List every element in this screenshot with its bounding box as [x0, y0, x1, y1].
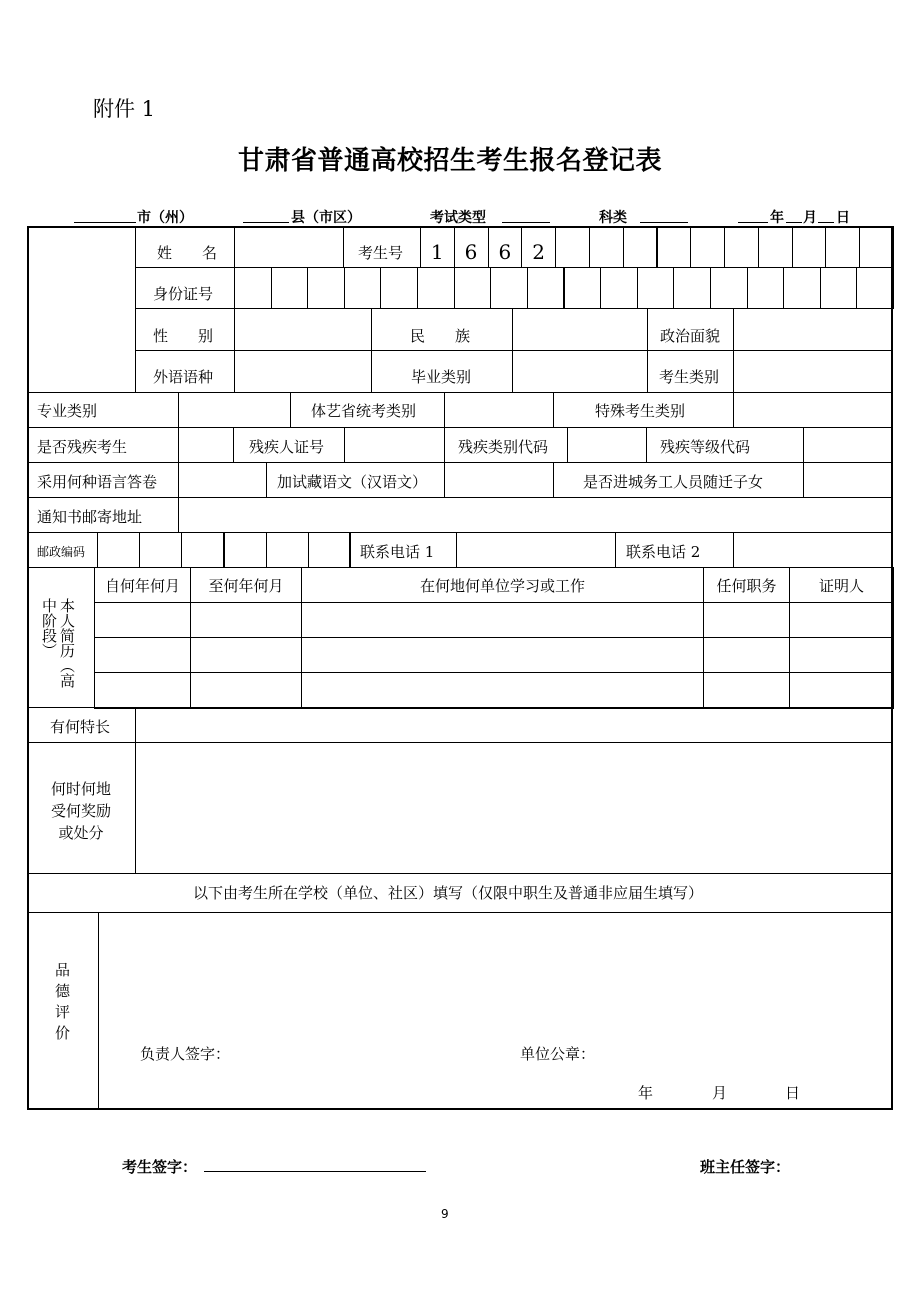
ethnic-label: 民 族 — [410, 327, 471, 345]
eval-year-label: 年 — [638, 1084, 654, 1102]
leader-sign-label: 负责人签字： — [140, 1045, 231, 1063]
subject-label: 科类 — [599, 210, 627, 226]
political-label: 政治面貌 — [660, 327, 721, 345]
answer-lang-field[interactable] — [178, 462, 267, 498]
id-no-box[interactable] — [747, 267, 785, 309]
id-no-box[interactable] — [490, 267, 528, 309]
exam-no-digit: 6 — [464, 240, 478, 264]
disabled-code-field[interactable] — [567, 427, 647, 463]
disabled-field[interactable] — [178, 427, 234, 463]
id-no-box[interactable] — [234, 267, 272, 309]
disabled-level-field[interactable] — [803, 427, 893, 463]
political-field[interactable] — [733, 308, 893, 351]
art-type-field[interactable] — [444, 392, 554, 428]
resume-cell[interactable] — [94, 602, 191, 638]
exam-no-box[interactable] — [859, 226, 894, 268]
page-title: 甘肃省普通高校招生考生报名登记表 — [238, 146, 663, 176]
disabled-level-label: 残疾等级代码 — [660, 438, 751, 456]
attachment-label: 附件 1 — [93, 97, 156, 121]
exam-no-label: 考生号 — [358, 244, 404, 262]
migrant-field[interactable] — [803, 462, 893, 498]
special-type-label: 特殊考生类别 — [595, 402, 686, 420]
answer-lang-label: 采用何种语言答卷 — [37, 473, 158, 491]
name-field[interactable] — [234, 226, 344, 268]
postcode-box[interactable] — [224, 532, 267, 568]
eval-day-label: 日 — [785, 1084, 801, 1102]
resume-column-header: 任何职务 — [716, 577, 777, 595]
moral-field[interactable] — [98, 912, 893, 1110]
exam-no-box[interactable] — [825, 226, 860, 268]
talent-field[interactable] — [135, 707, 893, 743]
awards-label: 何时何地受何奖励或处分 — [50, 780, 111, 842]
language-field[interactable] — [234, 350, 372, 393]
gender-label: 性 别 — [153, 327, 214, 345]
exam-no-digit: 6 — [498, 240, 512, 264]
postcode-box[interactable] — [181, 532, 224, 568]
exam-no-box[interactable] — [589, 226, 624, 268]
id-no-box[interactable] — [527, 267, 565, 309]
grad-type-label: 毕业类别 — [411, 368, 472, 386]
resume-column-header: 证明人 — [818, 577, 864, 595]
awards-field[interactable] — [135, 742, 893, 874]
gender-field[interactable] — [234, 308, 372, 351]
postcode-box[interactable] — [139, 532, 182, 568]
grad-type-field[interactable] — [512, 350, 648, 393]
id-no-box[interactable] — [344, 267, 382, 309]
resume-cell[interactable] — [301, 637, 704, 673]
id-no-box[interactable] — [307, 267, 345, 309]
id-no-box[interactable] — [271, 267, 309, 309]
art-type-label: 体艺省统考类别 — [311, 402, 417, 420]
school-fill-note: 以下由考生所在学校（单位、社区）填写（仅限中职生及普通非应届生填写） — [193, 884, 704, 902]
resume-column-header: 自何年何月 — [104, 577, 180, 595]
migrant-label: 是否进城务工人员随迁子女 — [583, 473, 764, 491]
exam-no-box[interactable] — [724, 226, 759, 268]
phone1-field[interactable] — [456, 532, 616, 568]
phone2-field[interactable] — [733, 532, 893, 568]
eval-month-label: 月 — [712, 1084, 728, 1102]
id-no-box[interactable] — [380, 267, 418, 309]
disabled-code-label: 残疾类别代码 — [458, 438, 549, 456]
month-label: 月 — [803, 210, 817, 226]
postcode-box[interactable] — [97, 532, 140, 568]
exam-no-box[interactable] — [657, 226, 692, 268]
moral-label: 品德评价 — [55, 961, 71, 1042]
year-label: 年 — [770, 210, 784, 226]
student-sign-label: 考生签字： — [122, 1158, 198, 1176]
id-no-box[interactable] — [710, 267, 748, 309]
student-sign-line[interactable] — [204, 1171, 426, 1172]
exam-no-box[interactable] — [690, 226, 725, 268]
resume-cell[interactable] — [789, 637, 894, 673]
id-no-label: 身份证号 — [153, 285, 214, 303]
resume-cell[interactable] — [301, 672, 704, 709]
id-no-box[interactable] — [783, 267, 821, 309]
exam-type-label: 考试类型 — [430, 210, 486, 226]
resume-cell[interactable] — [789, 602, 894, 638]
teacher-sign-label: 班主任签字： — [700, 1158, 791, 1176]
ethnic-field[interactable] — [512, 308, 648, 351]
exam-no-box[interactable] — [555, 226, 590, 268]
special-type-field[interactable] — [733, 392, 893, 428]
exam-no-digit: 1 — [430, 240, 444, 264]
name-label: 姓 名 — [157, 244, 218, 262]
city-label: 市（州） — [137, 210, 193, 226]
id-no-box[interactable] — [600, 267, 638, 309]
unit-seal-label: 单位公章： — [520, 1045, 596, 1063]
exam-no-box[interactable] — [758, 226, 793, 268]
disabled-cert-field[interactable] — [344, 427, 445, 463]
county-label: 县（市区） — [291, 210, 361, 226]
resume-column-header: 至何年何月 — [208, 577, 284, 595]
id-no-box[interactable] — [673, 267, 711, 309]
language-label: 外语语种 — [153, 368, 214, 386]
talent-label: 有何特长 — [50, 718, 111, 736]
resume-label: 本人简历（高中阶段） — [40, 598, 76, 688]
mail-addr-field[interactable] — [178, 497, 893, 533]
major-type-field[interactable] — [178, 392, 291, 428]
id-no-box[interactable] — [637, 267, 675, 309]
resume-cell[interactable] — [301, 602, 704, 638]
resume-cell[interactable] — [190, 672, 302, 709]
disabled-label: 是否残疾考生 — [37, 438, 128, 456]
mail-addr-label: 通知书邮寄地址 — [37, 508, 143, 526]
phone1-label: 联系电话 1 — [360, 543, 435, 561]
major-type-label: 专业类别 — [37, 402, 98, 420]
student-type-field[interactable] — [733, 350, 893, 393]
day-label: 日 — [836, 210, 850, 226]
id-no-box[interactable] — [820, 267, 858, 309]
tibetan-field[interactable] — [444, 462, 554, 498]
resume-cell[interactable] — [94, 672, 191, 709]
resume-cell[interactable] — [94, 637, 191, 673]
phone2-label: 联系电话 2 — [626, 543, 701, 561]
resume-cell[interactable] — [789, 672, 894, 709]
resume-column-header: 在何地何单位学习或工作 — [419, 577, 585, 595]
student-type-label: 考生类别 — [659, 368, 720, 386]
resume-cell[interactable] — [190, 602, 302, 638]
resume-cell[interactable] — [703, 672, 790, 709]
exam-no-box[interactable] — [792, 226, 827, 268]
page-number: 9 — [441, 1207, 449, 1221]
id-no-box[interactable] — [417, 267, 455, 309]
id-no-box[interactable] — [454, 267, 492, 309]
tibetan-label: 加试藏语文（汉语文） — [277, 473, 428, 491]
photo-box — [27, 226, 136, 393]
resume-cell[interactable] — [703, 602, 790, 638]
resume-cell[interactable] — [190, 637, 302, 673]
postcode-box[interactable] — [266, 532, 309, 568]
id-no-box[interactable] — [564, 267, 602, 309]
disabled-cert-label: 残疾人证号 — [249, 438, 325, 456]
postcode-box[interactable] — [308, 532, 351, 568]
resume-cell[interactable] — [703, 637, 790, 673]
exam-no-box[interactable] — [623, 226, 658, 268]
postcode-label: 邮政编码 — [37, 545, 86, 559]
id-no-box[interactable] — [856, 267, 894, 309]
exam-no-digit: 2 — [532, 240, 545, 264]
